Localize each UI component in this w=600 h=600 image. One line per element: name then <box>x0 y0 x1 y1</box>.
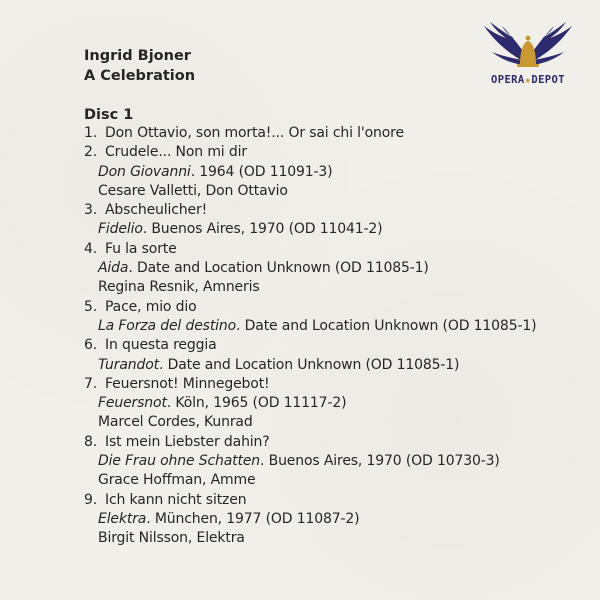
track-source-line <box>84 220 536 239</box>
opera-depot-logo <box>478 18 578 100</box>
opera-title: Feuersnot <box>98 395 167 412</box>
track-title: Don Ottavio, son morta!... Or sai chi l'onore <box>105 125 404 141</box>
disc-title: Disc 1 <box>84 107 134 123</box>
opera-title: Don Giovanni <box>98 163 191 180</box>
track-list <box>84 124 536 549</box>
logo-wordmark: OPERA★DEPOT <box>491 74 565 86</box>
track-performers: Marcel Cordes, Kunrad <box>98 414 253 431</box>
track-number: 7. <box>84 375 98 392</box>
opera-title: La Forza del destino <box>98 317 237 334</box>
track-title-line <box>84 491 536 510</box>
recording-details: . Köln, 1965 (OD 11117-2) <box>166 395 347 412</box>
recording-details: . Date and Location Unknown (OD 11085-1) <box>158 356 460 373</box>
track-performers: Birgit Nilsson, Elektra <box>98 530 245 547</box>
artist-name: Ingrid Bjoner <box>84 48 191 64</box>
opera-title: Turandot <box>98 356 159 373</box>
track-source-line <box>84 394 536 413</box>
winged-bell-icon <box>478 18 578 76</box>
track-source-line <box>84 452 536 471</box>
track-title: Ich kann nicht sitzen <box>105 491 247 508</box>
recording-details: . Buenos Aires, 1970 (OD 10730-3) <box>260 453 500 470</box>
opera-title: Elektra <box>98 510 147 527</box>
opera-title: Fidelio <box>98 221 143 238</box>
track-title-line <box>84 143 536 162</box>
album-header <box>84 46 195 86</box>
track-title: Pace, mio dio <box>105 298 197 315</box>
recording-details: . Date and Location Unknown (OD 11085-1) <box>128 260 429 277</box>
track-title-line <box>84 433 536 452</box>
track-title-line <box>84 298 536 317</box>
recording-details: . München, 1977 (OD 11087-2) <box>146 510 360 527</box>
track-title-line <box>84 375 536 394</box>
track-title: Ist mein Liebster dahin? <box>105 433 270 450</box>
track-title-line <box>84 201 536 220</box>
track-number: 8. <box>84 433 98 450</box>
track-title-line <box>84 240 536 259</box>
track-number: 3. <box>84 202 98 219</box>
recording-details: . Buenos Aires, 1970 (OD 11041-2) <box>142 221 383 238</box>
track-title: Feuersnot! Minnegebot! <box>105 375 270 392</box>
track-number: 9. <box>84 491 98 508</box>
track-number: 4. <box>84 240 98 257</box>
track-performers: Grace Hoffman, Amme <box>98 472 256 489</box>
opera-title: Aida <box>98 260 129 277</box>
track-source-line <box>84 259 536 278</box>
track-title-line <box>84 124 536 143</box>
opera-title: Die Frau ohne Schatten <box>98 453 261 470</box>
recording-details: . Date and Location Unknown (OD 11085-1) <box>236 317 537 334</box>
track-source-line <box>84 317 536 336</box>
track-source-line <box>84 510 536 529</box>
track-title-line <box>84 336 536 355</box>
track-number: 5. <box>84 298 98 315</box>
track-title: Abscheulicher! <box>105 202 208 219</box>
track-title: In questa reggia <box>105 337 217 354</box>
track-source-line <box>84 356 536 375</box>
track-title: Crudele... Non mi dir <box>105 144 247 161</box>
track-performers: Cesare Valletti, Don Ottavio <box>98 182 288 199</box>
track-number: 6. <box>84 337 98 354</box>
star-icon: ★ <box>524 74 532 86</box>
track-title: Fu la sorte <box>105 240 177 257</box>
track-number: 1. <box>84 125 98 141</box>
track-source-line <box>84 163 536 182</box>
track-performers: Regina Resnik, Amneris <box>98 279 260 296</box>
album-title: A Celebration <box>84 68 196 84</box>
recording-details: . 1964 (OD 11091-3) <box>190 163 333 180</box>
track-number: 2. <box>84 144 98 161</box>
